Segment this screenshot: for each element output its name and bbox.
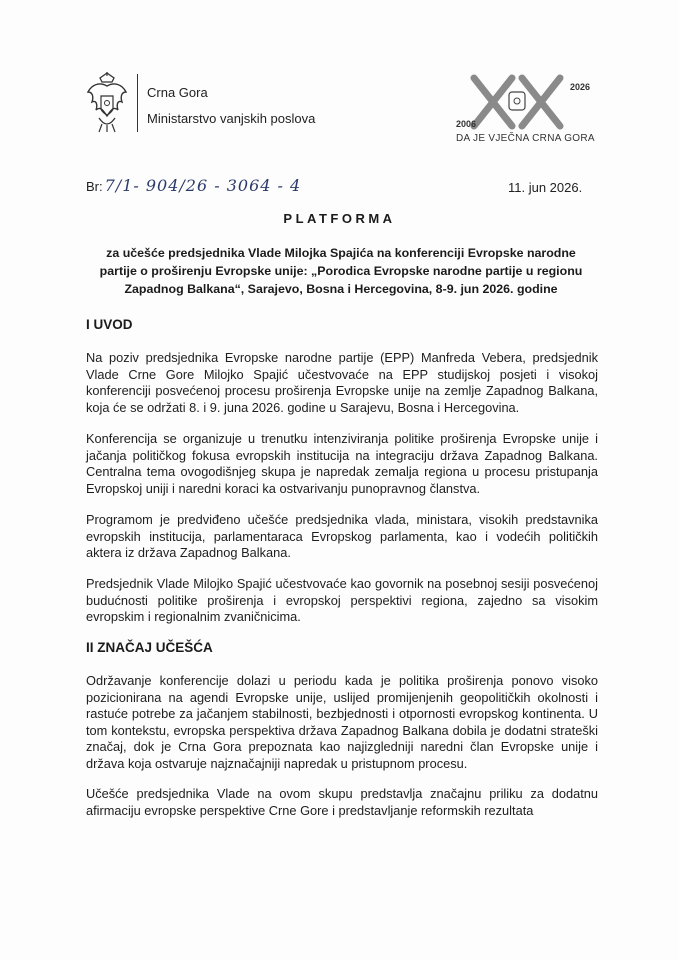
organization-block xyxy=(147,80,315,132)
logo-year-start: 2006 xyxy=(456,119,477,129)
section-heading-uvod: I UVOD xyxy=(86,317,133,332)
handwritten-reference: 7/1- 904/26 - 3064 - 4 xyxy=(104,176,302,195)
paragraph: Programom je predviđeno učešće predsjednika vlada, ministara, visokih predstavnika evropskih institucija, parlamentaraca Evropskog parlamenta, kao i vodećih političkih aktera iz država Zapadnog Balkana. xyxy=(86,512,598,560)
paragraph: Na poziv predsjednika Evropske narodne partije (EPP) Manfreda Vebera, predsjednik Vlade Crne Gore Milojko Spajić učestvovaće na EPP studijskoj posjeti i visokoj konferenciji posvećenoj procesu proširenja Evropske unije na zemlje Zapadnog Balkana, koja će se održati 8. i 9. juna 2026. godine u Sarajevu, Bosna i Hercegovina. xyxy=(86,350,598,415)
reference-label: Br: xyxy=(86,179,103,194)
country-name: Crna Gora xyxy=(147,85,208,100)
paragraph: Konferencija se organizuje u trenutku intenziviranja politike proširenja Evropske unije i jačanja političkog fokusa evropskih institucija na integraciju država Zapadnog Balkana. Centralna tema ovogodišnjeg skupa je napredak zemalja regiona u procesu pristupanja Evropskoj uniji i naredni koraci ka ostvarivanju punopravnog članstva. xyxy=(86,431,598,496)
ministry-name: Ministarstvo vanjskih poslova xyxy=(147,111,316,126)
logo-slogan: DA JE VJEČNA CRNA GORA xyxy=(456,133,595,144)
document-title: PLATFORMA xyxy=(283,211,396,226)
paragraph: Predsjednik Vlade Milojko Spajić učestvovaće kao govornik na posebnoj sesiji posvećenoj budućnosti politike proširenja i evropskoj perspektivi regiona, zajedno sa visokim evropskim i regionalnim zvaničnicima. xyxy=(86,576,598,624)
header-divider xyxy=(137,74,138,132)
twenty-years-logo-icon xyxy=(452,70,602,140)
paragraph: Učešće predsjednika Vlade na ovom skupu predstavlja značajnu priliku za dodatnu afirmaciju evropske perspektive Crne Gore i predstavljanje reformskih rezultata xyxy=(86,786,598,818)
reference-number xyxy=(86,176,301,195)
montenegro-coat-of-arms-icon xyxy=(86,72,128,134)
document-subtitle: za učešće predsjednika Vlade Milojka Spajića na konferenciji Evropske narodne partije o proširenju Evropske unije: „Porodica Evropske narodne partije u regionu Zapadnog Balkana“, Sarajevo, Bosna i Hercegovina, 8-9. jun 2026. godine xyxy=(99,246,583,296)
section-heading-znacaj-ucesca: II ZNAČAJ UČEŠĆA xyxy=(86,640,213,655)
document-date: 11. jun 2026. xyxy=(508,180,583,195)
logo-year-end: 2026 xyxy=(570,82,591,92)
paragraph: Održavanje konferencije dolazi u periodu kada je politika proširenja ponovo visoko pozicionirana na agendi Evropske unije, uslijed promijenjenih geopolitičkih okolnosti i rastuće potrebe za jačanjem stabilnosti, bezbjednosti i otpornosti evropskog kontinenta. U tom kontekstu, evropska perspektiva država Zapadnog Balkana dobila je dodatni strateški značaj, dok je Crna Gora prepoznata kao najizgledniji naredni član Evropske unije i država koja ostvaruje najznačajniji napredak u pristupnom procesu. xyxy=(86,673,598,771)
